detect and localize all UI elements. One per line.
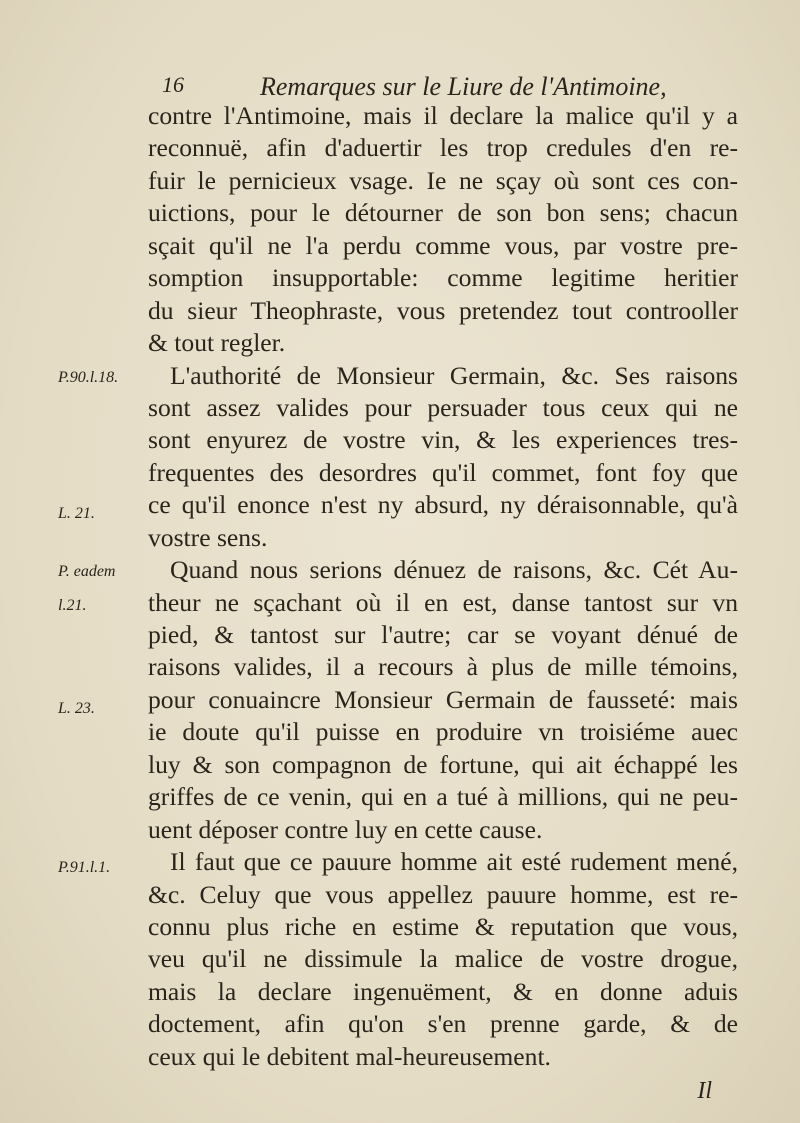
text-line: uent déposer contre luy en cette cause. <box>148 814 543 844</box>
text-line: theur ne sçachant où il en est, danse tantost sur vn <box>148 587 738 617</box>
text-line: mais la declare ingenuëment, & en donne aduis <box>148 976 738 1006</box>
running-title: Remarques sur le Liure de l'Antimoine, <box>260 72 667 101</box>
margin-note: l.21. <box>58 597 87 614</box>
margin-note: P. eadem <box>58 563 116 580</box>
text-line: &c. Celuy que vous appellez pauure homme, est re- <box>148 879 738 909</box>
text-line: griffes de ce venin, qui en a tué à millions, qui ne peu- <box>148 782 738 812</box>
text-line: veu qu'il ne dissimule la malice de vostre drogue, <box>148 944 738 974</box>
text-line: sont enyurez de vostre vin, & les experiences tres- <box>148 425 738 455</box>
text-line: & tout regler. <box>148 328 286 358</box>
margin-note: P.91.l.1. <box>58 859 111 876</box>
text-line: doctement, afin qu'on s'en prenne garde, & de <box>148 1009 738 1039</box>
text-line: raisons valides, il a recours à plus de mille témoins, <box>148 652 738 682</box>
text-line: ie doute qu'il puisse en produire vn troisiéme auec <box>148 717 738 747</box>
page-number: 16 <box>162 72 184 97</box>
text-line: vostre sens. <box>148 522 268 552</box>
text-line: somption insupportable: comme legitime heritier <box>148 263 738 293</box>
text-line: ce qu'il enonce n'est ny absurd, ny déraisonnable, qu'à <box>148 490 738 520</box>
catchword: Il <box>697 1078 712 1104</box>
text-line: du sieur Theophraste, vous pretendez tout controoller <box>148 295 738 325</box>
text-line: sçait qu'il ne l'a perdu comme vous, par vostre pre- <box>148 230 738 260</box>
text-line: fuir le pernicieux vsage. Ie ne sçay où sont ces con- <box>148 165 738 195</box>
text-line: Quand nous serions dénuez de raisons, &c. Cét Au- <box>170 555 738 585</box>
text-line: L'authorité de Monsieur Germain, &c. Ses raisons <box>170 360 738 390</box>
text-line: pour conuaincre Monsieur Germain de fausseté: mais <box>148 684 738 714</box>
text-line: Il faut que ce pauure homme ait esté rudement mené, <box>170 847 738 877</box>
text-line: connu plus riche en estime & reputation que vous, <box>148 911 738 941</box>
text-line: contre l'Antimoine, mais il declare la malice qu'il y a <box>148 101 738 130</box>
text-line: uictions, pour le détourner de son bon sens; chacun <box>148 198 738 228</box>
text-line: luy & son compagnon de fortune, qui ait échappé les <box>148 749 738 779</box>
text-line: pied, & tantost sur l'autre; car se voyant dénué de <box>148 620 738 649</box>
text-line: sont assez valides pour persuader tous ceux qui ne <box>148 392 738 422</box>
margin-note: P.90.l.18. <box>58 369 119 386</box>
text-line: reconnuë, afin d'aduertir les trop credules d'en re- <box>148 133 738 163</box>
margin-note: L. 21. <box>58 505 95 522</box>
text-line: ceux qui le debitent mal-heureusement. <box>148 1041 551 1071</box>
text-line: frequentes des desordres qu'il commet, font foy que <box>148 457 738 487</box>
body-text <box>148 100 738 1073</box>
margin-note: L. 23. <box>58 700 95 717</box>
